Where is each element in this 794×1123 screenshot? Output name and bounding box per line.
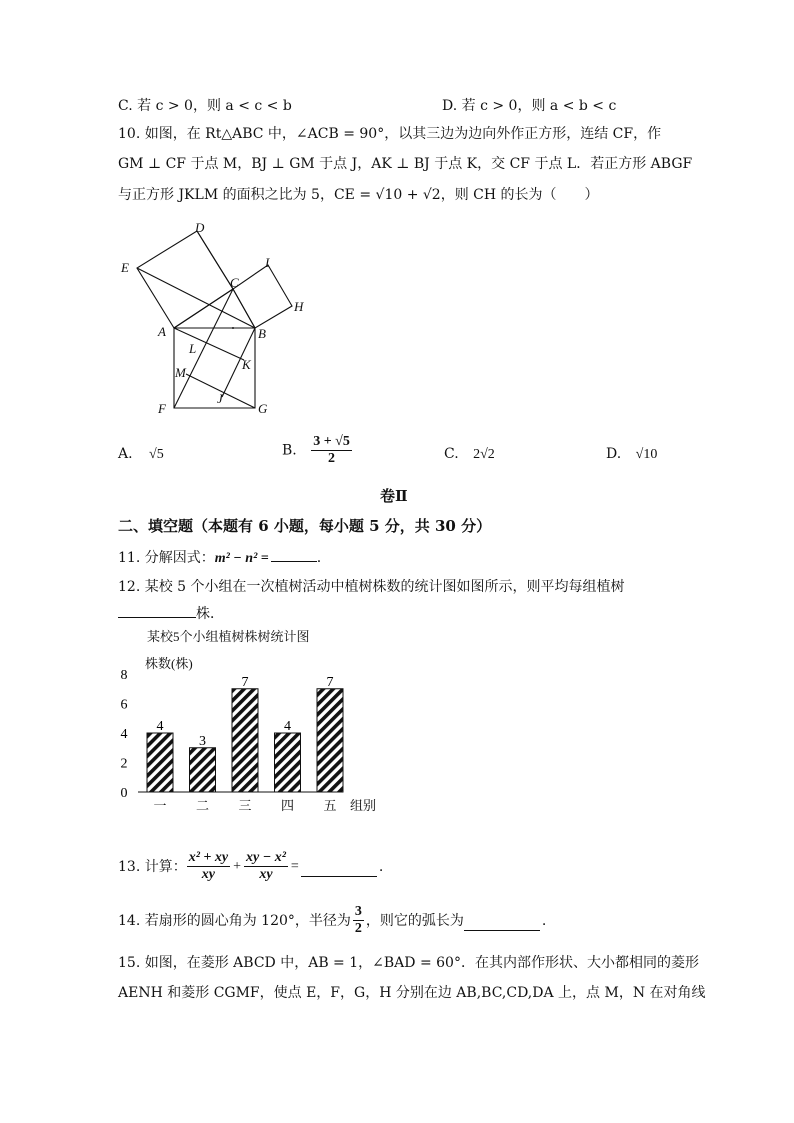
x-tick-label: 五 xyxy=(323,798,337,813)
q10-option-a xyxy=(118,444,164,465)
q13-fraction-1 xyxy=(187,850,230,883)
q9-option-d: D. 若 c > 0，则 a < b < c xyxy=(442,98,617,114)
data-label: 4 xyxy=(156,719,164,734)
point-label: I xyxy=(265,255,270,270)
point-label: C xyxy=(230,275,239,290)
option-value: √10 xyxy=(635,447,658,462)
fraction-numerator: x² + xy xyxy=(188,850,229,865)
option-label: A. xyxy=(118,446,133,462)
q13-fraction-2 xyxy=(244,850,288,883)
q11-suffix: . xyxy=(316,550,322,566)
fraction-denominator: 2 xyxy=(354,921,362,936)
q14-fraction xyxy=(353,904,364,937)
point-label: L xyxy=(189,341,197,356)
fraction-denominator: xy xyxy=(201,867,216,882)
option-label: C. xyxy=(444,446,459,462)
point-label: K xyxy=(242,357,251,372)
q14-suffix: . xyxy=(541,912,547,929)
y-tick-label: 2 xyxy=(120,756,128,772)
y-tick-label: 4 xyxy=(120,727,128,742)
q10-option-b xyxy=(282,434,352,467)
y-axis-label: 株数(株) xyxy=(145,656,193,671)
q15-line1: 15. 如图，在菱形 ABCD 中，AB = 1，∠BAD = 60°．在其内部作形状、大小都相同的菱形 xyxy=(118,955,699,971)
plus-sign: + xyxy=(233,858,242,874)
q14 xyxy=(118,904,546,937)
option-value: √5 xyxy=(149,447,164,462)
answer-blank[interactable] xyxy=(118,605,196,618)
data-label: 7 xyxy=(241,674,249,690)
q10-option-c xyxy=(444,444,495,465)
bar xyxy=(147,733,173,792)
volume-title: 卷Ⅱ xyxy=(380,487,408,505)
point-label: F xyxy=(158,401,166,416)
x-tick-label: 三 xyxy=(238,798,252,813)
fraction-denominator: 2 xyxy=(328,451,336,466)
q10-line1: 10. 如图，在 Rt△ABC 中，∠ACB = 90°，以其三边为边向外作正方形，连结 CF，作 xyxy=(118,126,662,142)
point-label: E xyxy=(121,260,129,275)
point-label: J xyxy=(217,391,223,406)
option-value: 2√2 xyxy=(473,447,495,462)
y-tick-label: 0 xyxy=(120,786,128,801)
point-label: G xyxy=(258,401,268,416)
section-title: 二、填空题（本题有 6 小题，每小题 5 分，共 30 分） xyxy=(118,517,492,535)
bar xyxy=(275,733,301,792)
q13-prefix: 13. 计算： xyxy=(118,858,187,875)
q11-expression: m² − n² = xyxy=(214,551,269,566)
option-label: D. xyxy=(606,446,622,462)
q10-option-d xyxy=(606,444,657,465)
option-label: B. xyxy=(282,442,297,459)
bar xyxy=(317,689,343,792)
q12-line1: 12. 某校 5 个小组在一次植树活动中植树株数的统计图如图所示，则平均每组植树 xyxy=(118,579,625,595)
q12-line2 xyxy=(118,604,224,624)
q14-mid: ，则它的弧长为 xyxy=(365,912,464,929)
tree-planting-bar-chart xyxy=(110,624,400,820)
q9-option-c: C. 若 c > 0，则 a < c < b xyxy=(118,98,292,114)
y-tick-label: 6 xyxy=(120,697,128,713)
q13 xyxy=(118,850,383,883)
data-label: 4 xyxy=(284,719,291,734)
q14-prefix: 14. 若扇形的圆心角为 120°，半径为 xyxy=(118,912,351,929)
q10-geometry-figure xyxy=(110,214,320,424)
point-label: B xyxy=(258,326,266,341)
q10-line3: 与正方形 JKLM 的面积之比为 5，CE = √10 + √2，则 CH 的长为（ ） xyxy=(118,187,599,203)
data-label: 3 xyxy=(199,733,206,749)
q13-suffix: . xyxy=(378,858,384,875)
q11-prefix: 11. 分解因式： xyxy=(118,550,215,566)
answer-blank[interactable] xyxy=(464,918,540,931)
fraction-numerator: 3 xyxy=(354,904,362,919)
equals-sign: = xyxy=(290,858,299,874)
point-label: D xyxy=(195,220,205,235)
x-tick-label: 二 xyxy=(195,798,210,813)
x-tick-label: 一 xyxy=(153,798,167,813)
fraction-numerator: xy − x² xyxy=(246,850,286,865)
x-axis-label: 组别 xyxy=(350,798,377,813)
answer-blank[interactable] xyxy=(271,549,317,562)
data-label: 7 xyxy=(326,674,334,690)
fraction-numerator: 3 + √5 xyxy=(313,434,350,449)
bar xyxy=(190,748,216,792)
fraction-denominator: xy xyxy=(259,867,273,882)
x-tick-label: 四 xyxy=(280,798,295,813)
q11 xyxy=(118,548,321,569)
answer-blank[interactable] xyxy=(301,864,377,877)
point-label: H xyxy=(294,299,304,314)
chart-title: 某校5个小组植树株树统计图 xyxy=(147,629,310,644)
option-fraction xyxy=(311,434,352,467)
y-tick-label: 8 xyxy=(120,668,128,683)
q15-line2: AENH 和菱形 CGMF，使点 E，F，G，H 分别在边 AB,BC,CD,DA 上，点 M，N 在对角线 xyxy=(118,985,706,1001)
bar xyxy=(232,689,258,792)
point-label: A xyxy=(158,324,166,339)
point-label: M xyxy=(175,365,186,380)
q12-suffix: 株． xyxy=(196,606,224,622)
q10-line2: GM ⊥ CF 于点 M，BJ ⊥ GM 于点 J，AK ⊥ BJ 于点 K，交 CF 于点 L．若正方形 ABGF xyxy=(118,156,693,172)
